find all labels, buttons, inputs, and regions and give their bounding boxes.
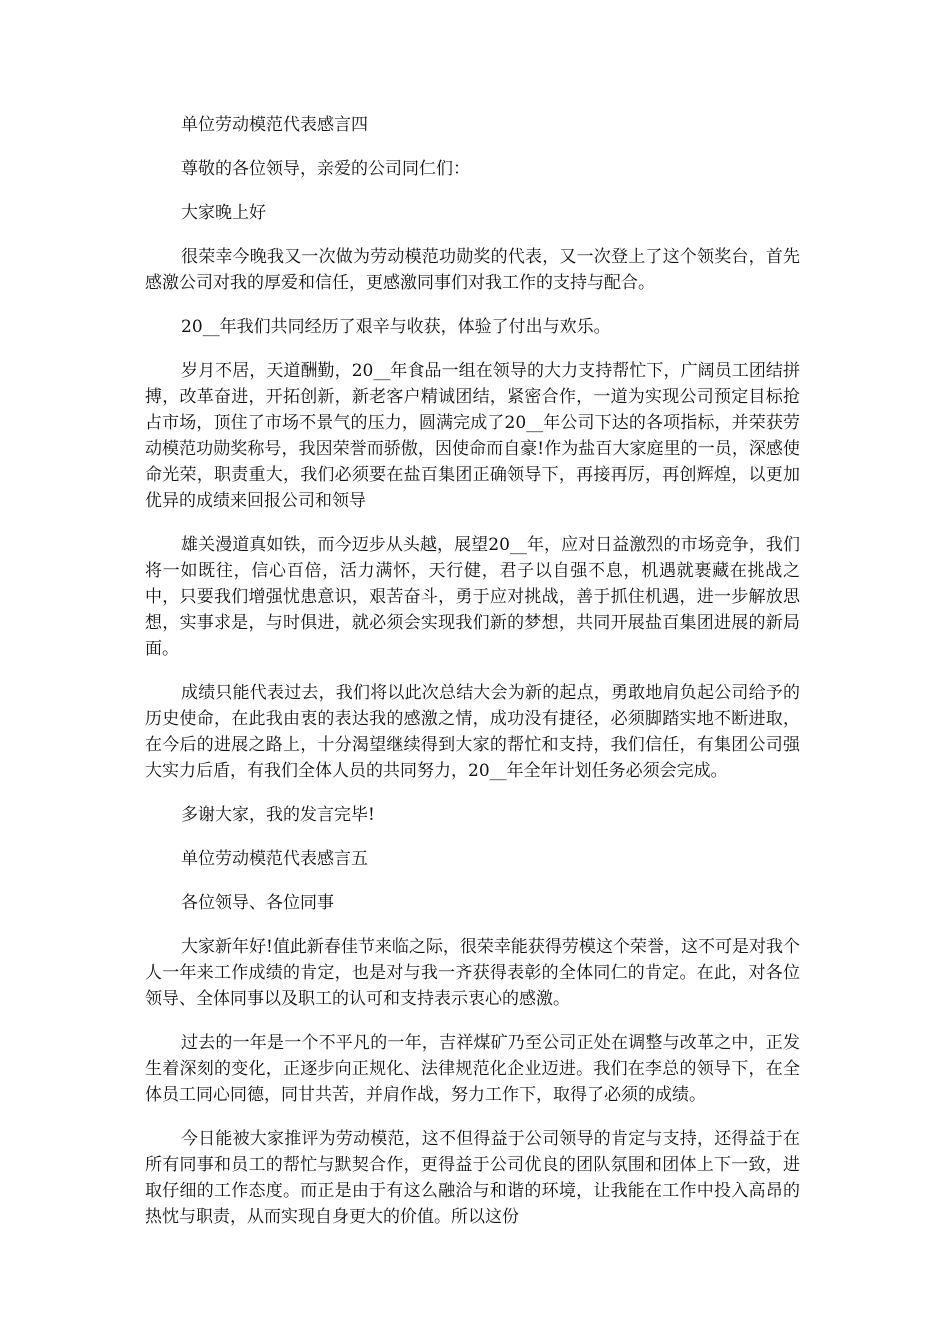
closing-line: 多谢大家，我的发言完毕! <box>181 805 375 825</box>
paragraph: 成绩只能代表过去，我们将以此次总结大会为新的起点，勇敢地肩负起公司给予的历史使命，在此我由衷的表达我的感激之情，成功没有捷径，必须脚踏实地不断进取，在今后的进展之路上，十分渴望继续得到大家的帮忙和支持，我们信任，有集团公司强大实力后盾，有我们全体人员的共同努力，20__年全年计划任务必须会完成。 <box>145 683 800 781</box>
paragraph: 很荣幸今晚我又一次做为劳动模范功勋奖的代表，又一次登上了这个领奖台，首先感激公司对我的厚爱和信任，更感激同事们对我工作的支持与配合。 <box>145 247 800 293</box>
paragraph: 岁月不居，天道酬勤，20__年食品一组在领导的大力支持帮忙下，广阔员工团结拼搏，改革奋进，开拓创新，新老客户精诚团结，紧密合作，一道为实现公司预定目标抢占市场，顶住了市场不景气的压力，圆满完成了20__年公司下达的各项指标，并荣获劳动模范功勋奖称号，我因荣誉而骄傲，因使命而自豪!作为盐百大家庭里的一员，深感使命光荣，职责重大，我们必须要在盐百集团正确领导下，再接再厉，再创辉煌，以更加优异的成绩来回报公司和领导 <box>145 361 800 511</box>
section-title-5: 单位劳动模范代表感言五 <box>181 849 368 869</box>
greeting: 大家晚上好 <box>181 203 266 223</box>
document-page <box>145 112 800 1248</box>
paragraph: 20__年我们共同经历了艰辛与收获，体验了付出与欢乐。 <box>181 317 611 337</box>
paragraph: 雄关漫道真如铁，而今迈步从头越，展望20__年，应对日益激烈的市场竞争，我们将一如既往，信心百倍，活力满怀，天行健，君子以自强不息，机遇就裹藏在挑战之中，只要我们增强忧患意识，艰苦奋斗，勇于应对挑战，善于抓住机遇，进一步解放思想，实事求是，与时俱进，就必须会实现我们新的梦想，共同开展盐百集团进展的新局面。 <box>145 535 800 659</box>
salutation: 各位领导、各位同事 <box>181 893 334 913</box>
salutation: 尊敬的各位领导，亲爱的公司同仁们： <box>181 159 470 179</box>
paragraph: 大家新年好!值此新春佳节来临之际，很荣幸能获得劳模这个荣誉，这不可是对我个人一年来工作成绩的肯定，也是对与我一齐获得表彰的全体同仁的肯定。在此，对各位领导、全体同事以及职工的认可和支持表示衷心的感激。 <box>145 937 800 1009</box>
section-title-4: 单位劳动模范代表感言四 <box>181 115 368 135</box>
paragraph: 今日能被大家推评为劳动模范，这不但得益于公司领导的肯定与支持，还得益于在所有同事和员工的帮忙与默契合作，更得益于公司优良的团队氛围和团体上下一致，进取仔细的工作态度。而正是由于有这么融洽与和谐的环境，让我能在工作中投入高昂的热忱与职责，从而实现自身更大的价值。所以这份 <box>145 1129 800 1227</box>
paragraph: 过去的一年是一个不平凡的一年，吉祥煤矿乃至公司正处在调整与改革之中，正发生着深刻的变化，正逐步向正规化、法律规范化企业迈进。我们在李总的领导下，在全体员工同心同德，同甘共苦，并肩作战，努力工作下，取得了必须的成绩。 <box>145 1033 800 1105</box>
